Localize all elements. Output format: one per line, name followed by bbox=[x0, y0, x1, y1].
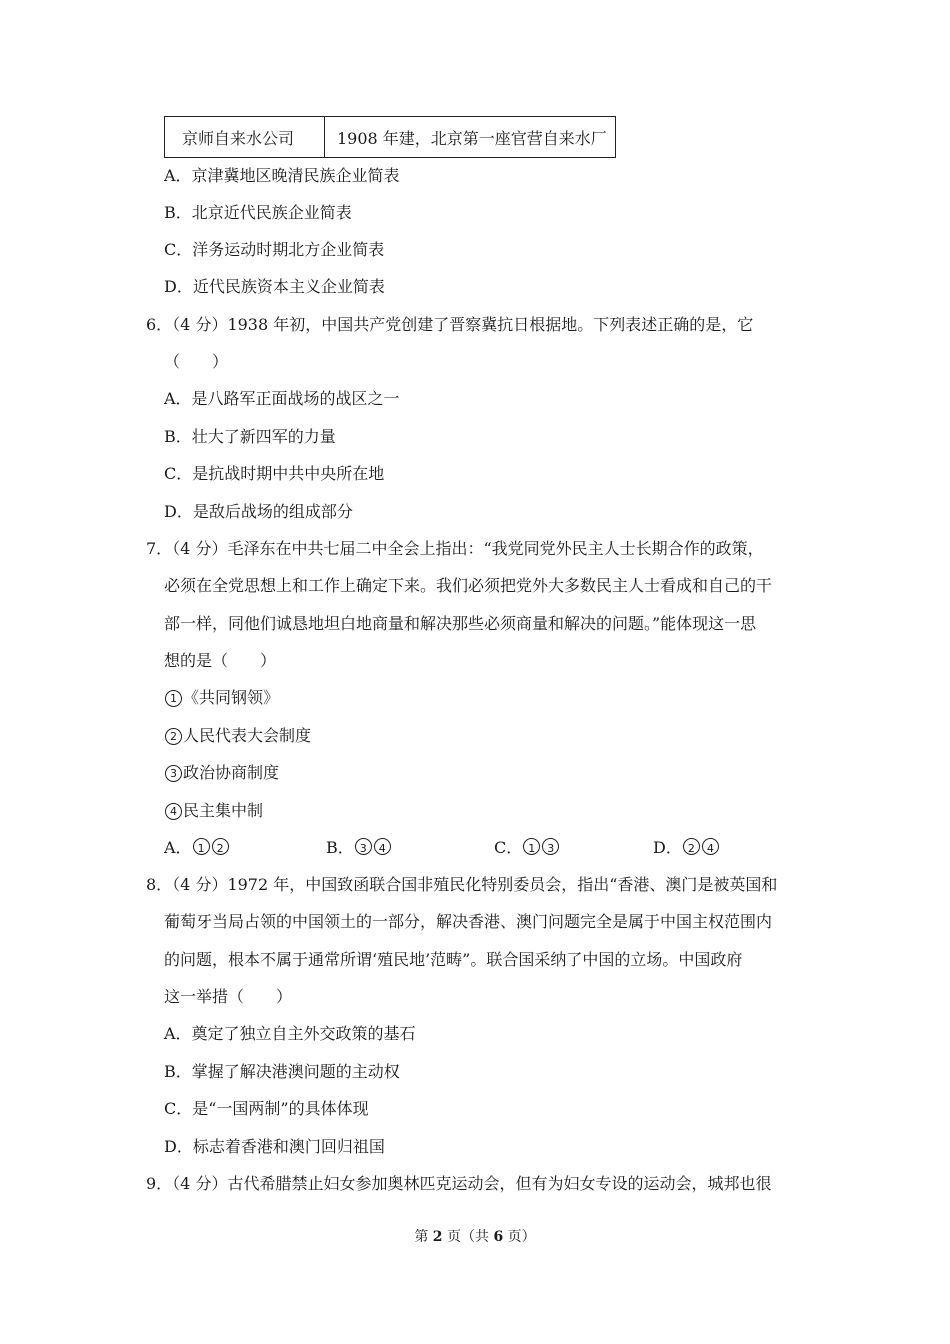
q7-item-2 bbox=[164, 726, 311, 746]
circled-number: 2 bbox=[212, 838, 229, 855]
circled-number: 1 bbox=[523, 838, 540, 855]
q6-stem-line1: 6．（4 分）1938 年初，中国共产党创建了晋察冀抗日根据地。下列表述正确的是，它 bbox=[146, 315, 754, 334]
q8-stem-line4: 这一举措（ ） bbox=[164, 987, 293, 1006]
footer-text: 页） bbox=[503, 1229, 536, 1245]
q7-item-text: 政治协商制度 bbox=[183, 763, 280, 782]
q9-stem-line1: 9．（4 分）古代希腊禁止妇女参加奥林匹克运动会，但有为妇女专设的运动会，城邦也很 bbox=[146, 1174, 772, 1193]
enterprise-table bbox=[164, 116, 616, 158]
circled-number: 3 bbox=[165, 765, 182, 782]
circled-number: 1 bbox=[193, 838, 210, 855]
circled-number: 2 bbox=[683, 838, 700, 855]
q7-stem-line1: 7．（4 分）毛泽东在中共七届二中全会上指出：“我党同党外民主人士长期合作的政策， bbox=[146, 539, 764, 558]
circled-number: 2 bbox=[165, 728, 182, 745]
page-number: 2 bbox=[432, 1229, 443, 1245]
answer-label: A． bbox=[164, 838, 192, 857]
q8-option-b: B．掌握了解决港澳问题的主动权 bbox=[164, 1062, 400, 1081]
circled-number: 3 bbox=[542, 838, 559, 855]
answer-label: D． bbox=[653, 838, 682, 857]
q7-item-3 bbox=[164, 763, 279, 783]
q7-stem-line2: 必须在全党思想上和工作上确定下来。我们必须把党外大多数民主人士看成和自己的干 bbox=[164, 576, 773, 595]
q7-answer-c bbox=[494, 838, 560, 858]
q6-option-c: C．是抗战时期中共中央所在地 bbox=[164, 464, 385, 483]
circled-number: 1 bbox=[165, 690, 182, 707]
circled-number: 4 bbox=[165, 803, 182, 820]
q5-option-b: B．北京近代民族企业简表 bbox=[164, 203, 352, 222]
q7-item-text: 《共同钢领》 bbox=[183, 688, 280, 707]
q7-item-text: 民主集中制 bbox=[183, 801, 264, 820]
footer-text: 第 bbox=[414, 1229, 433, 1245]
q8-stem-line1: 8．（4 分）1972 年，中国致函联合国非殖民化特别委员会，指出“香港、澳门是被英国和 bbox=[146, 875, 778, 894]
page-footer bbox=[0, 1228, 950, 1246]
table-cell-name: 京师自来水公司 bbox=[165, 117, 325, 158]
q8-stem-line2: 葡萄牙当局占领的中国领土的一部分，解决香港、澳门问题完全是属于中国主权范围内 bbox=[164, 912, 773, 931]
q7-stem-line3: 部一样，同他们诚恳地坦白地商量和解决那些必须商量和解决的问题。”能体现这一思 bbox=[164, 614, 757, 633]
circled-number: 3 bbox=[355, 838, 372, 855]
q7-item-text: 人民代表大会制度 bbox=[183, 726, 312, 745]
q6-stem-line2: （ ） bbox=[164, 352, 229, 371]
answer-label: C． bbox=[494, 838, 523, 857]
q5-option-d: D．近代民族资本主义企业简表 bbox=[164, 277, 385, 296]
circled-number: 4 bbox=[702, 838, 719, 855]
q6-option-b: B．壮大了新四军的力量 bbox=[164, 427, 336, 446]
q7-answer-b bbox=[326, 838, 392, 858]
q7-stem-line4: 想的是（ ） bbox=[164, 651, 277, 670]
q8-option-d: D．标志着香港和澳门回归祖国 bbox=[164, 1137, 385, 1156]
q7-answer-row bbox=[0, 838, 950, 858]
footer-text: 页（共 bbox=[442, 1229, 494, 1245]
table-cell-desc: 1908 年建，北京第一座官营自来水厂 bbox=[325, 117, 616, 158]
q6-option-d: D．是敌后战场的组成部分 bbox=[164, 502, 353, 521]
q7-item-4 bbox=[164, 801, 263, 821]
q5-option-c: C．洋务运动时期北方企业简表 bbox=[164, 240, 385, 259]
q7-answer-a bbox=[164, 838, 230, 858]
q7-answer-d bbox=[653, 838, 720, 858]
answer-label: B． bbox=[326, 838, 354, 857]
q5-option-a: A．京津冀地区晚清民族企业简表 bbox=[164, 166, 400, 185]
table-row bbox=[165, 117, 616, 158]
q8-stem-line3: 的问题，根本不属于通常所谓‘殖民地’范畴”。联合国采纳了中国的立场。中国政府 bbox=[164, 950, 743, 969]
q7-item-1 bbox=[164, 688, 279, 708]
q6-option-a: A．是八路军正面战场的战区之一 bbox=[164, 389, 400, 408]
q8-option-a: A．奠定了独立自主外交政策的基石 bbox=[164, 1024, 416, 1043]
circled-number: 4 bbox=[374, 838, 391, 855]
q8-option-c: C．是“一国两制”的具体体现 bbox=[164, 1099, 369, 1118]
total-pages: 6 bbox=[493, 1229, 504, 1245]
